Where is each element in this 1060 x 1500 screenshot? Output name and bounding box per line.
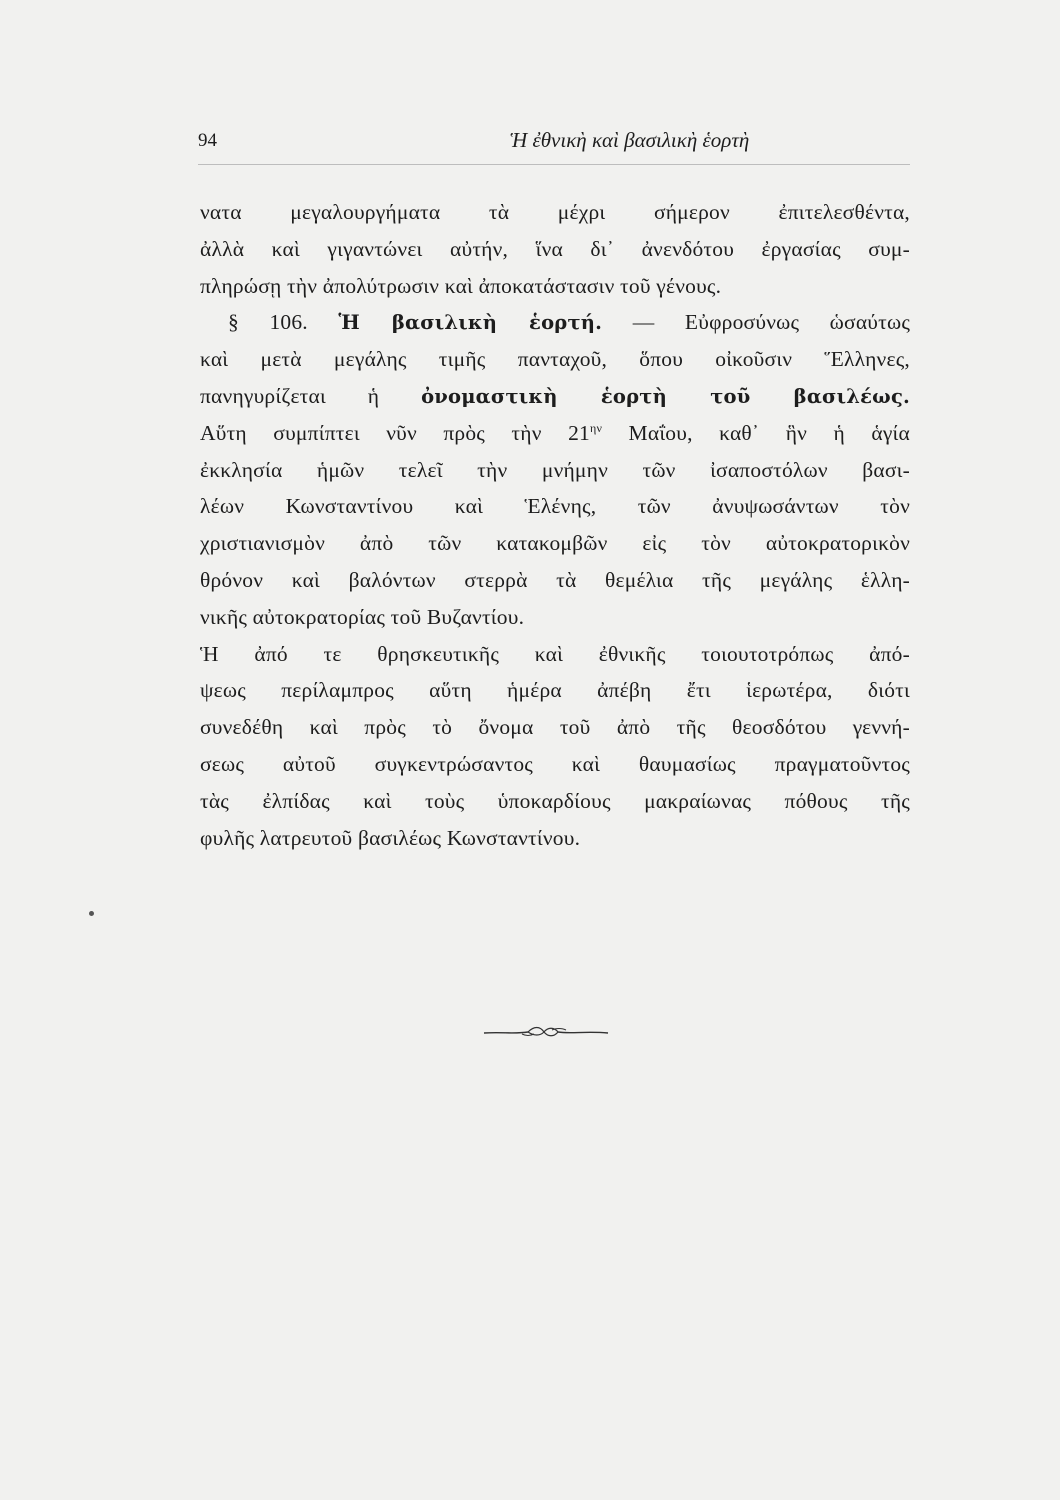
text-line: σεως αὐτοῦ συγκεντρώσαντος καὶ θαυμασίως πραγματοῦντος: [200, 751, 910, 776]
print-speck: [89, 911, 94, 916]
text-line: θρόνον καὶ βαλόντων στερρὰ τὰ θεμέλια τῆς μεγάλης ἑλλη-: [200, 567, 910, 592]
header-rule: [198, 164, 910, 165]
running-title: Ἡ ἐθνικὴ καὶ βασιλικὴ ἑορτὴ: [510, 128, 750, 152]
body-text: [200, 194, 910, 856]
text-line: καὶ μετὰ μεγάλης τιμῆς πανταχοῦ, ὅπου οἰκοῦσιν Ἕλληνες,: [200, 347, 910, 372]
page-header: [198, 128, 908, 162]
text-line: ψεως περίλαμπρος αὕτη ἡμέρα ἀπέβη ἔτι ἱερωτέρα, διότι: [200, 678, 910, 703]
text-line: Ἡ ἀπό τε θρησκευτικῆς καὶ ἐθνικῆς τοιουτοτρόπως ἀπό-: [200, 641, 910, 666]
section-number: § 106.: [228, 310, 308, 335]
text-segment: πανηγυρίζεται ἡ: [200, 383, 380, 408]
section-heading-line: [200, 304, 910, 341]
text-line: συνεδέθη καὶ πρὸς τὸ ὄνομα τοῦ ἀπὸ τῆς θεοσδότου γεννή-: [200, 715, 910, 740]
end-ornament-icon: [482, 1024, 610, 1040]
text-line: πληρώσῃ τὴν ἀπολύτρωσιν καὶ ἀποκατάστασιν τοῦ γένους.: [200, 273, 722, 298]
page-number: 94: [198, 130, 217, 151]
text-line: τὰς ἐλπίδας καὶ τοὺς ὑποκαρδίους μακραίωνας πόθους τῆς: [200, 788, 910, 813]
text-line: φυλῆς λατρευτοῦ βασιλέως Κωνσταντίνου.: [200, 825, 581, 850]
text-line: λέων Κωνσταντίνου καὶ Ἑλένης, τῶν ἀνυψωσάντων τὸν: [200, 494, 910, 519]
text-line: χριστιανισμὸν ἀπὸ τῶν κατακομβῶν εἰς τὸν αὐτοκρατορικὸν: [200, 531, 910, 556]
ordinal-superscript: ην: [589, 420, 603, 435]
emphasized-phrase: ὀνομαστικὴ ἑορτὴ τοῦ βασιλέως.: [421, 384, 911, 408]
text-segment: — Εὐφροσύνως ὡσαύτως: [632, 310, 911, 335]
text-segment: Μαΐου, καθ᾽ ἣν ἡ ἁγία: [628, 420, 910, 445]
text-line: [200, 378, 910, 415]
text-line: νατα μεγαλουργήματα τὰ μέχρι σήμερον ἐπιτελεσθέντα,: [200, 200, 910, 224]
text-line: νικῆς αὐτοκρατορίας τοῦ Βυζαντίου.: [200, 604, 525, 629]
section-title: Ἡ βασιλικὴ ἑορτή.: [338, 311, 603, 335]
text-line: [200, 415, 910, 452]
text-line: ἐκκλησία ἡμῶν τελεῖ τὴν μνήμην τῶν ἰσαποστόλων βασι-: [200, 457, 910, 482]
text-segment: Αὕτη συμπίπτει νῦν πρὸς τὴν 21: [200, 420, 590, 445]
text-line: ἀλλὰ καὶ γιγαντώνει αὐτήν, ἵνα δι᾽ ἀνενδότου ἐργασίας συμ-: [200, 236, 910, 261]
